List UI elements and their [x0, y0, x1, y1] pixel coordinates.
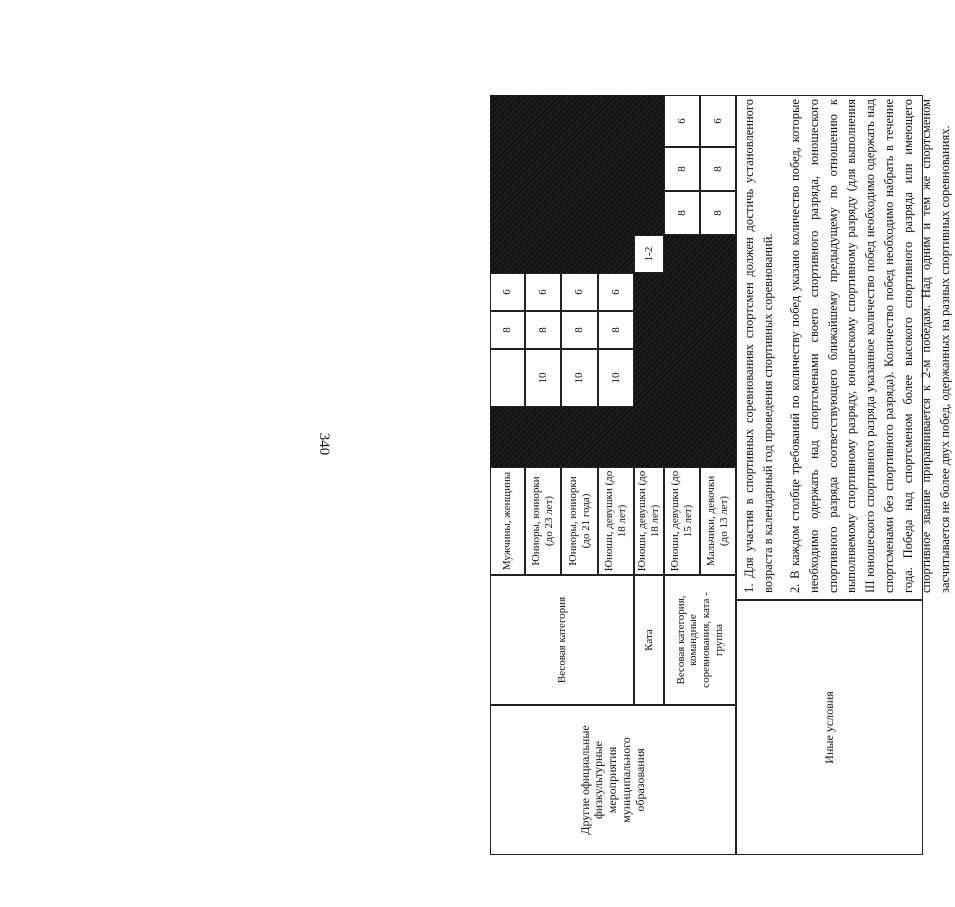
value-cell: 10 [525, 349, 561, 407]
value-cell: 8 [700, 191, 736, 235]
value-cell: 8 [664, 147, 700, 191]
page-number: 340 [316, 432, 332, 456]
weight-team-group-label: Весовая категория, командные соревнования, ката - группа [664, 575, 736, 705]
value-cell: 10 [561, 349, 598, 407]
kata-label: Ката [634, 575, 664, 705]
table-left-header: Другие официальные физкультурные мероприятия муниципального образования [490, 705, 736, 855]
value-cell: 8 [700, 147, 736, 191]
value-cell: 8 [664, 191, 700, 235]
row-label: Юниоры, юниорки (до 21 года) [561, 467, 598, 575]
value-cell: 8 [490, 311, 525, 349]
value-cell: 1-2 [634, 235, 664, 273]
value-cell: 6 [490, 273, 525, 311]
row-label: Мальчики, девочки (до 13 лет) [700, 467, 736, 575]
condition-paragraph-2: 2. В каждом столбце требований по количеству побед указано количество побед, которые необходимо одержать над спортсменами своего спортивного разряда, юношеского спортивного разряда соответствующего ближайшему предыдущему по отношению к выполняемому спортивному разряду, юношескому спортивному разряду (для выполнения III юношеского спортивного разряда указанное количество побед необходимо одержать над спортсменами без спортивного разряда). Количество побед необходимо набрать в течение года. Победа над спортсменом более высокого спортивного разряда или имеющего спортивное звание приравнивается к 2-м победам. Над одним и тем же спортсменом засчитывается не более двух побед, одержанных на разных спортивных соревнованиях. [788, 99, 952, 593]
row-label: Мужчины, женщины [490, 467, 525, 575]
value-cell: 6 [598, 273, 634, 311]
value-cell [490, 349, 525, 407]
rotated-document [490, 95, 952, 855]
value-cell: 8 [598, 311, 634, 349]
value-cell: 8 [525, 311, 561, 349]
value-cell: 6 [525, 273, 561, 311]
condition-paragraph-1: 1. Для участия в спортивных соревнованиях спортсмен должен достичь установленного возраста в календарный год проведения спортивных соревнований. [742, 99, 775, 593]
value-cell: 6 [700, 95, 736, 147]
row-label: Юниоры, юниорки (до 23 лет) [525, 467, 561, 575]
other-conditions-label: Иные условия [736, 600, 923, 855]
value-cell: 6 [561, 273, 598, 311]
row-label: Юноши, девушки (до 18 лет) [598, 467, 634, 575]
row-label: Юноши, девушки (до 18 лет) [634, 467, 664, 575]
row-label: Юноши, девушки (до 15 лет) [664, 467, 700, 575]
value-cell: 6 [664, 95, 700, 147]
value-cell: 8 [561, 311, 598, 349]
value-cell: 10 [598, 349, 634, 407]
weight-category-label: Весовая категория [490, 575, 634, 705]
